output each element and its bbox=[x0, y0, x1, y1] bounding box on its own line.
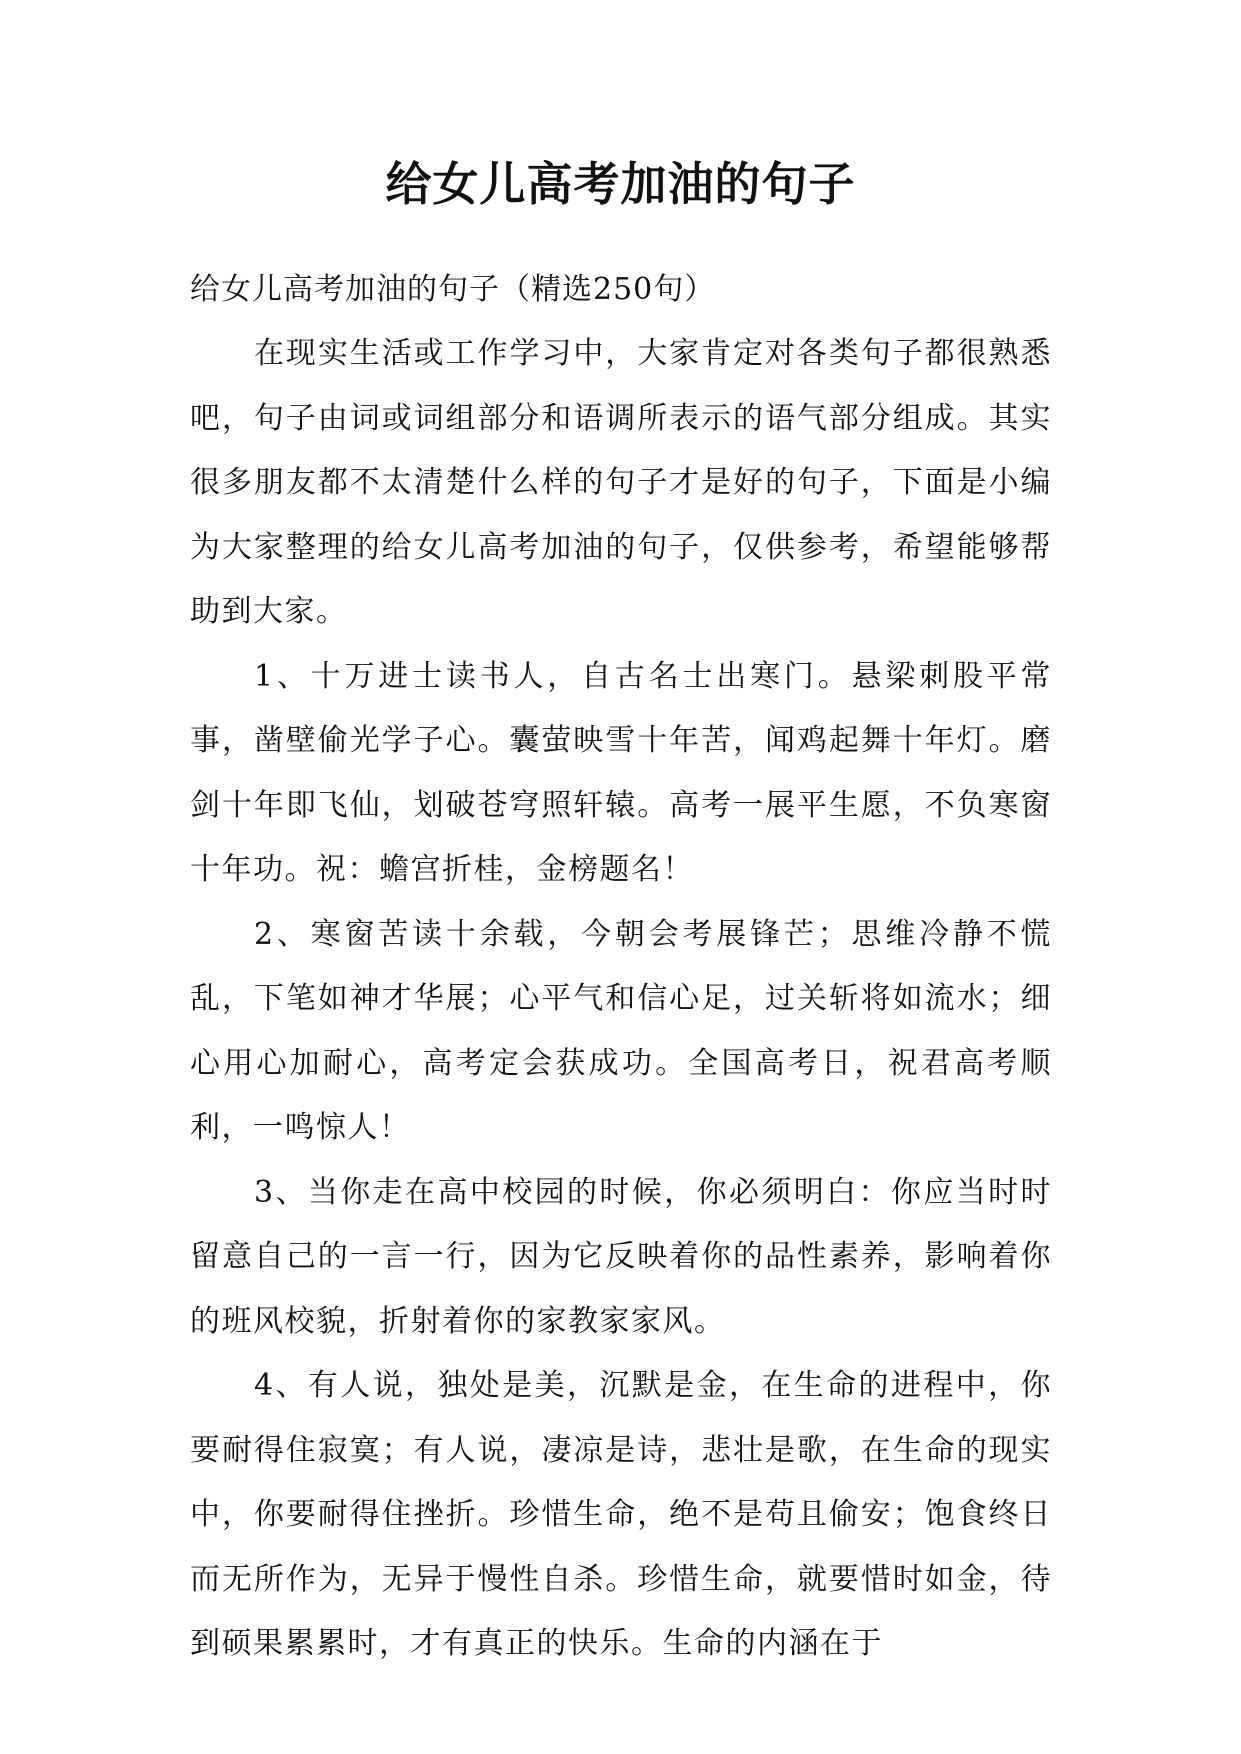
sentence-paragraph-3: 3、当你走在高中校园的时候，你必须明白：你应当时时留意自己的一言一行，因为它反映着你的品性素养，影响着你的班风校貌，折射着你的家教家家风。 bbox=[190, 1174, 1052, 1339]
document-body bbox=[190, 258, 1052, 1677]
document-title: 给女儿高考加油的句子 bbox=[385, 157, 856, 211]
sentence-paragraph-1: 1、十万进士读书人，自古名士出寒门。悬梁刺股平常事，凿壁偷光学子心。囊萤映雪十年苦，闻鸡起舞十年灯。磨剑十年即飞仙，划破苍穹照轩辕。高考一展平生愿，不负寒窗十年功。祝：蟾宫折桂，金榜题名！ bbox=[190, 658, 1052, 887]
sentence-paragraph-4: 4、有人说，独处是美，沉默是金，在生命的进程中，你要耐得住寂寞；有人说，凄凉是诗，悲壮是歌，在生命的现实中，你要耐得住挫折。珍惜生命，绝不是苟且偷安；饱食终日而无所作为，无异于慢性自杀。珍惜生命，就要惜时如金，待到硕果累累时，才有真正的快乐。生命的内涵在于 bbox=[190, 1368, 1052, 1661]
intro-paragraph: 在现实生活或工作学习中，大家肯定对各类句子都很熟悉吧，句子由词或词组部分和语调所表示的语气部分组成。其实很多朋友都不太清楚什么样的句子才是好的句子，下面是小编为大家整理的给女儿高考加油的句子，仅供参考，希望能够帮助到大家。 bbox=[190, 336, 1052, 629]
sentence-paragraph-2: 2、寒窗苦读十余载，今朝会考展锋芒；思维冷静不慌乱，下笔如神才华展；心平气和信心足，过关斩将如流水；细心用心加耐心，高考定会获成功。全国高考日，祝君高考顺利，一鸣惊人！ bbox=[190, 916, 1052, 1145]
document-subtitle: 给女儿高考加油的句子（精选250句） bbox=[190, 272, 716, 307]
